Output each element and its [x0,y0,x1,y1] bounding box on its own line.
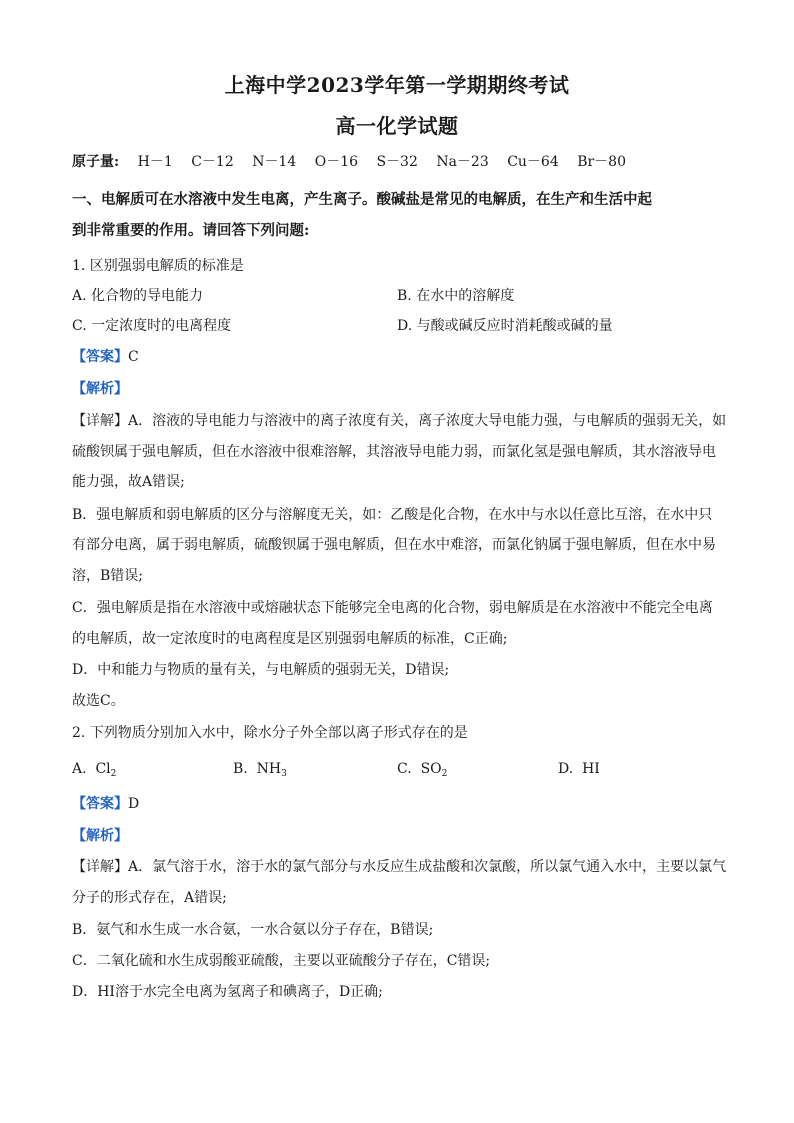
q1-option-d: D. 与酸或碱反应时消耗酸或碱的量 [397,318,613,334]
q1-detail-line: 能力强，故A错误; [72,474,185,490]
q2-option-d: D. HI [558,761,600,777]
q2-analysis-label: 【解析】 [72,828,128,844]
detail-label: 【详解】 [72,413,128,429]
q2-detail-line: 【详解】A．氯气溶于水，溶于水的氯气部分与水反应生成盐酸和次氯酸，所以氯气通入水中，主要以氯气 [72,859,727,875]
section-heading-line2: 到非常重要的作用。请回答下列问题: [72,222,310,239]
answer-value: C [128,349,139,365]
atomic-mass-item: C－12 [191,154,234,170]
atomic-mass-item: N－14 [252,154,297,170]
q1-option-c: C. 一定浓度时的电离程度 [72,318,232,334]
q1-detail-line: 溶，B错误; [72,568,144,584]
q2-option-c: C. $SO_2$ [397,761,448,779]
atomic-mass-item: Br－80 [577,154,626,170]
answer-value: D [128,796,140,812]
q2-detail-line: B．氨气和水生成一水合氨，一水合氨以分子存在，B错误; [72,922,434,938]
atomic-mass-item: H－1 [137,154,173,170]
q1-stem: 1. 区别强弱电解质的标准是 [72,258,244,274]
q1-detail-line: C．强电解质是指在水溶液中或熔融状态下能够完全电离的化合物，弱电解质是在水溶液中不能完全电离 [72,600,713,616]
atomic-masses-label: 原子量: [72,154,120,170]
atomic-mass-item: S－32 [376,154,418,170]
atomic-mass-item: Cu－64 [507,154,559,170]
q1-detail-line: 硫酸钡属于强电解质，但在水溶液中很难溶解，其溶液导电能力弱，而氯化氢是强电解质，其水溶液导电 [72,444,716,460]
q2-detail-line: 分子的形式存在，A错误; [72,890,227,906]
answer-label: 【答案】 [72,349,128,365]
q2-detail-line: D．HI溶于水完全电离为氢离子和碘离子，D正确; [72,984,383,1000]
q1-detail-line: B．强电解质和弱电解质的区分与溶解度无关，如：乙酸是化合物，在水中与水以任意比互溶，在水中只 [72,507,713,523]
q1-detail-line: D．中和能力与物质的量有关，与电解质的强弱无关，D错误; [72,662,450,678]
q1-analysis-label: 【解析】 [72,381,128,397]
q2-answer [72,794,139,814]
detail-label: 【详解】 [72,859,128,875]
exam-subtitle: 高一化学试题 [335,114,459,138]
q1-conclusion: 故选C。 [72,693,125,709]
q1-option-a: A. 化合物的导电能力 [72,288,204,304]
answer-label: 【答案】 [72,796,128,812]
atomic-mass-item: O－16 [314,154,359,170]
q1-option-b: B. 在水中的溶解度 [397,288,515,304]
q2-option-a: A. $Cl_2$ [72,761,117,779]
q1-detail-line: 的电解质，故一定浓度时的电离程度是区别强弱电解质的标准，C正确; [72,631,508,647]
q2-stem: 2. 下列物质分别加入水中，除水分子外全部以离子形式存在的是 [72,725,468,741]
q2-detail-line: C．二氧化硫和水生成弱酸亚硫酸，主要以亚硫酸分子存在，C错误; [72,953,491,969]
q1-detail-line: 有部分电离，属于弱电解质，硫酸钡属于强电解质，但在水中难溶，而氯化钠属于强电解质，但在水中易 [72,537,716,553]
atomic-masses [72,152,626,172]
q2-option-b: B. $NH_3$ [233,761,287,779]
atomic-mass-item: Na－23 [436,154,489,170]
q1-answer [72,347,139,367]
exam-title: 上海中学2023学年第一学期期终考试 [224,73,570,97]
section-heading-line1: 一、电解质可在水溶液中发生电离，产生离子。酸碱盐是常见的电解质，在生产和生活中起 [72,191,652,208]
q1-detail-line: 【详解】A．溶液的导电能力与溶液中的离子浓度有关，离子浓度大导电能力强，与电解质的强弱无关，如 [72,413,727,429]
